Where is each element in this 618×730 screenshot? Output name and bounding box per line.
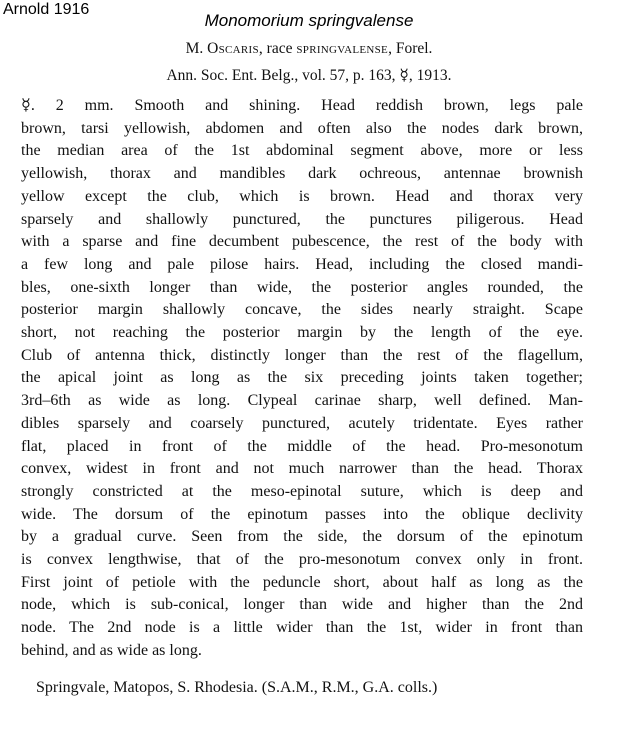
- description-line: with a sparse and fine decumbent pubescence, the rest of the body with: [21, 233, 583, 251]
- description-line: the apical joint as long as the six preceding joints taken together;: [21, 369, 583, 387]
- description-line: convex, widest in front and not much narrower than the head. Thorax: [21, 460, 583, 478]
- description-line: dibles sparsely and coarsely punctured, acutely tridentate. Eyes rather: [21, 414, 583, 432]
- description-line: node. The 2nd node is a little wider than the 1st, wider in front than: [21, 619, 583, 637]
- synonym-race: springvalense: [296, 40, 389, 57]
- locality-line: Springvale, Matopos, S. Rhodesia. (S.A.M., R.M., G.A. colls.): [36, 679, 438, 696]
- description-body: [21, 95, 583, 663]
- description-line: strongly constricted at the meso-epinotal suture, which is deep and: [21, 482, 583, 500]
- description-line: yellow except the club, which is brown. Head and thorax very: [21, 187, 583, 205]
- description-line: a few long and pale pilose hairs. Head, including the closed mandi-: [21, 255, 583, 273]
- description-line: the median area of the 1st abdominal segment above, more or less: [21, 142, 583, 160]
- synonym-line: [0, 40, 618, 58]
- species-title: Monomorium springvalense: [204, 11, 414, 30]
- description-line: is convex lengthwise, that of the pro-mesonotum convex only in front.: [21, 551, 583, 569]
- description-line: bles, one-sixth longer than wide, the posterior angles rounded, the: [21, 278, 583, 296]
- description-line: Club of antenna thick, distinctly longer than the rest of the flagellum,: [21, 346, 583, 364]
- description-line: ☿. 2 mm. Smooth and shining. Head reddish brown, legs pale: [21, 97, 583, 114]
- description-line: flat, placed in front of the middle of the head. Pro-mesonotum: [21, 437, 583, 455]
- source-label: Arnold 1916: [3, 1, 90, 18]
- synonym-genus: Oscaris: [207, 40, 259, 57]
- description-line: posterior margin shallowly concave, the sides nearly straight. Scape: [21, 301, 583, 319]
- description-line: by a gradual curve. Seen from the side, the dorsum of the epinotum: [21, 528, 583, 546]
- synonym-suffix: , Forel.: [388, 40, 433, 57]
- description-line: First joint of petiole with the peduncle short, about half as long as the: [21, 573, 583, 591]
- citation-line: Ann. Soc. Ent. Belg., vol. 57, p. 163, ☿, 1913.: [166, 67, 452, 84]
- description-line: short, not reaching the posterior margin by the length of the eye.: [21, 324, 583, 342]
- synonym-prefix: M.: [185, 40, 208, 57]
- synonym-mid: , race: [258, 40, 297, 57]
- description-line: wide. The dorsum of the epinotum passes into the oblique declivity: [21, 505, 583, 523]
- description-line: node, which is sub-conical, longer than wide and higher than the 2nd: [21, 596, 583, 614]
- description-line: sparsely and shallowly punctured, the punctures piligerous. Head: [21, 210, 583, 228]
- description-line: 3rd–6th as wide as long. Clypeal carinae sharp, well defined. Man-: [21, 392, 583, 410]
- description-line: behind, and as wide as long.: [21, 641, 202, 659]
- description-line: brown, tarsi yellowish, abdomen and often also the nodes dark brown,: [21, 119, 583, 137]
- description-line: yellowish, thorax and mandibles dark ochreous, antennae brownish: [21, 165, 583, 183]
